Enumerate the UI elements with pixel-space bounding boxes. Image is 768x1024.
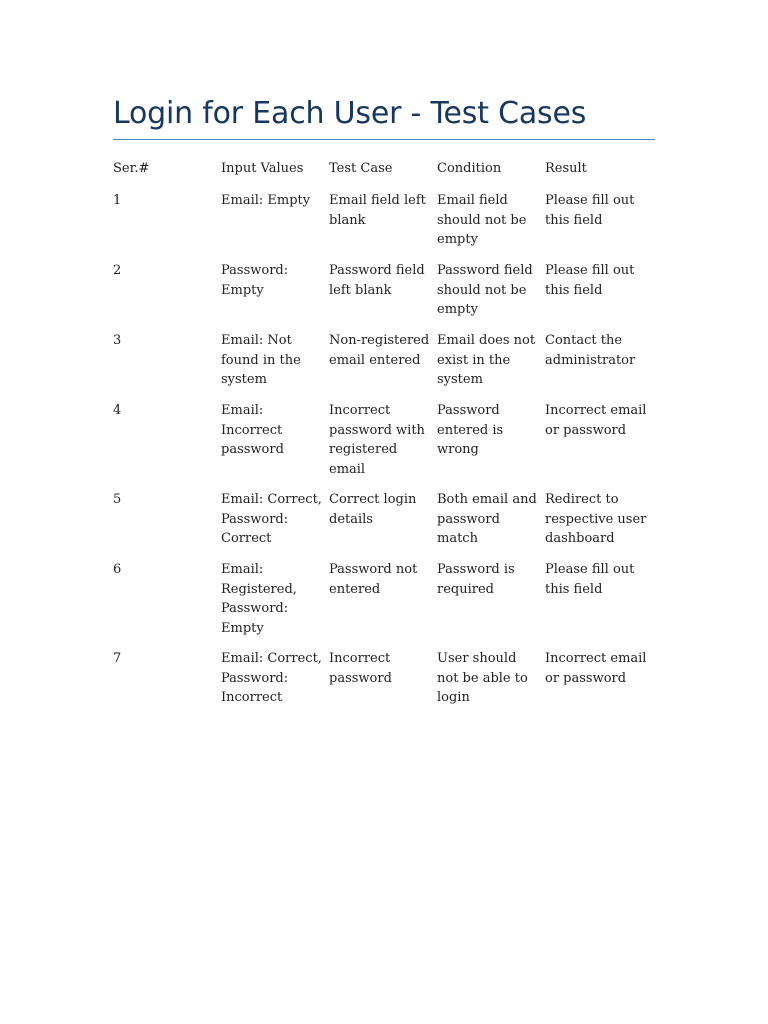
header-ser: Ser.#: [113, 161, 150, 176]
cell-test-case: Incorrect password: [329, 651, 392, 686]
title-underline: [113, 139, 655, 140]
cell-ser: 5: [113, 492, 122, 507]
cell-condition: Password entered is wrong: [437, 403, 504, 457]
table-header-row: [113, 159, 655, 191]
cell-condition: Both email and password match: [437, 492, 537, 546]
cell-result: Redirect to respective user dashboard: [545, 492, 647, 546]
cell-condition: Email field should not be empty: [437, 193, 527, 247]
cell-result: Incorrect email or password: [545, 403, 647, 438]
cell-input-values: Email: Correct, Password: Correct: [221, 492, 322, 546]
table-row: [113, 191, 655, 261]
cell-input-values: Email: Incorrect password: [221, 403, 284, 457]
cell-condition: Password is required: [437, 562, 515, 597]
cell-condition: Email does not exist in the system: [437, 333, 536, 387]
cell-input-values: Email: Empty: [221, 193, 311, 208]
cell-test-case: Non-registered email entered: [329, 333, 430, 368]
cell-condition: User should not be able to login: [437, 651, 528, 705]
table-row: [113, 490, 655, 560]
cell-input-values: Password: Empty: [221, 263, 289, 298]
page-title: Login for Each User - Test Cases: [113, 96, 587, 131]
cell-ser: 1: [113, 193, 122, 208]
table-row: [113, 261, 655, 331]
cell-input-values: Email: Not found in the system: [221, 333, 301, 387]
cell-ser: 6: [113, 562, 122, 577]
header-test-case: Test Case: [329, 161, 393, 176]
cell-condition: Password field should not be empty: [437, 263, 533, 317]
cell-result: Please fill out this field: [545, 193, 635, 228]
cell-result: Please fill out this field: [545, 562, 635, 597]
table-row: [113, 649, 655, 719]
cell-result: Please fill out this field: [545, 263, 635, 298]
header-condition: Condition: [437, 161, 502, 176]
cell-test-case: Password field left blank: [329, 263, 425, 298]
cell-ser: 7: [113, 651, 122, 666]
cell-ser: 4: [113, 403, 122, 418]
cell-test-case: Password not entered: [329, 562, 418, 597]
cell-input-values: Email: Correct, Password: Incorrect: [221, 651, 322, 705]
cell-ser: 2: [113, 263, 122, 278]
table-row: [113, 560, 655, 649]
table-row: [113, 331, 655, 401]
cell-ser: 3: [113, 333, 122, 348]
cell-input-values: Email: Registered, Password: Empty: [221, 562, 297, 636]
header-input-values: Input Values: [221, 161, 304, 176]
table-row: [113, 401, 655, 490]
cell-test-case: Incorrect password with registered email: [329, 403, 425, 477]
cell-result: Contact the administrator: [545, 333, 636, 368]
test-cases-table: [113, 159, 655, 719]
cell-test-case: Email field left blank: [329, 193, 426, 228]
cell-result: Incorrect email or password: [545, 651, 647, 686]
cell-test-case: Correct login details: [329, 492, 417, 527]
header-result: Result: [545, 161, 587, 176]
